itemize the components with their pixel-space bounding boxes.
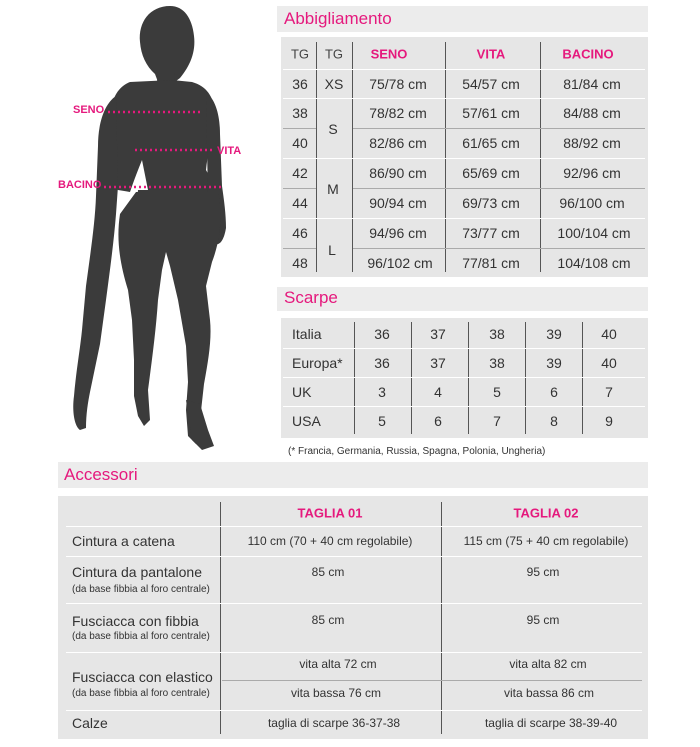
shoe-size-cell: 40	[601, 326, 617, 342]
clothing-row-sep	[353, 188, 645, 189]
bacino-cell: 96/100 cm	[559, 195, 625, 211]
shoes-col-sep	[582, 322, 583, 434]
seno-cell: 94/96 cm	[369, 225, 427, 241]
vita-cell: 65/69 cm	[462, 165, 520, 181]
accessory-size1: vita alta 72 cm	[299, 657, 377, 671]
shoe-size-cell: 6	[434, 413, 442, 429]
accessories-row-sep	[66, 710, 642, 711]
tg-cell: 38	[292, 105, 308, 121]
accessory-note: (da base fibbia al foro centrale)	[72, 688, 210, 699]
shoe-size-cell: 3	[378, 384, 386, 400]
clothing-header-bacino: BACINO	[562, 46, 614, 62]
accessories-col-sep	[220, 502, 221, 734]
tg-cell: 42	[292, 165, 308, 181]
shoe-size-cell: 38	[489, 355, 505, 371]
clothing-col-sep	[540, 42, 541, 272]
shoe-size-cell: 39	[546, 355, 562, 371]
shoes-footnote: (* Francia, Germania, Russia, Spagna, Polonia, Ungheria)	[288, 446, 546, 457]
vita-cell: 57/61 cm	[462, 105, 520, 121]
letter-size-s: S	[328, 121, 338, 137]
shoes-col-sep	[354, 322, 355, 434]
shoe-system-label: UK	[292, 384, 312, 400]
clothing-row-sep	[283, 98, 645, 99]
shoes-title: Scarpe	[284, 288, 338, 307]
clothing-header-seno: SENO	[370, 46, 408, 62]
letter-size-m: M	[327, 181, 339, 197]
clothing-row-sep	[283, 248, 316, 249]
tg-cell: 36	[292, 76, 308, 92]
bacino-cell: 100/104 cm	[557, 225, 631, 241]
seno-cell: 75/78 cm	[369, 76, 427, 92]
bacino-cell: 84/88 cm	[563, 105, 621, 121]
accessories-row-sep	[66, 526, 642, 527]
accessory-size2: vita alta 82 cm	[509, 657, 587, 671]
clothing-row-sep	[283, 128, 316, 129]
shoe-size-cell: 5	[378, 413, 386, 429]
vita-cell: 61/65 cm	[462, 135, 520, 151]
clothing-header-vita: VITA	[476, 46, 506, 62]
accessory-size2: 95 cm	[526, 565, 560, 579]
accessories-title-bar	[58, 462, 648, 488]
clothing-row-sep	[283, 158, 645, 159]
accessory-name: Fusciacca con elastico	[72, 669, 213, 685]
vita-cell: 73/77 cm	[462, 225, 520, 241]
accessory-size1: taglia di scarpe 36-37-38	[267, 716, 401, 730]
shoe-size-cell: 37	[430, 355, 446, 371]
accessories-header-taglia02: TAGLIA 02	[513, 505, 579, 521]
bacino-label: BACINO	[58, 179, 102, 191]
bacino-cell: 92/96 cm	[563, 165, 621, 181]
vita-cell: 69/73 cm	[462, 195, 520, 211]
shoe-size-cell: 4	[434, 384, 442, 400]
seno-cell: 78/82 cm	[369, 105, 427, 121]
seno-cell: 90/94 cm	[369, 195, 427, 211]
clothing-row-sep	[283, 218, 645, 219]
accessories-row-sep	[66, 652, 642, 653]
shoes-col-sep	[411, 322, 412, 434]
clothing-header-tg2: TG	[324, 46, 344, 62]
accessory-size1: 85 cm	[311, 613, 345, 627]
accessories-col-sep	[441, 502, 442, 734]
seno-cell: 96/102 cm	[367, 255, 433, 271]
seno-label: SENO	[73, 104, 105, 116]
accessory-name: Cintura da pantalone	[72, 564, 202, 580]
letter-size-l: L	[328, 242, 336, 258]
accessory-name: Fusciacca con fibbia	[72, 613, 199, 629]
shoe-size-cell: 36	[374, 326, 390, 342]
tg-cell: 40	[292, 135, 308, 151]
shoes-row-sep	[283, 377, 645, 378]
accessory-size1: vita bassa 76 cm	[290, 686, 382, 700]
shoes-col-sep	[525, 322, 526, 434]
accessories-row-sep	[222, 680, 642, 681]
bacino-dots	[104, 185, 222, 189]
bacino-cell: 88/92 cm	[563, 135, 621, 151]
accessory-note: (da base fibbia al foro centrale)	[72, 631, 210, 642]
shoe-size-cell: 37	[430, 326, 446, 342]
accessories-header-taglia01: TAGLIA 01	[297, 505, 363, 521]
shoe-size-cell: 36	[374, 355, 390, 371]
shoes-table	[281, 318, 648, 438]
shoes-row-sep	[283, 406, 645, 407]
bacino-cell: 104/108 cm	[557, 255, 631, 271]
shoe-size-cell: 9	[605, 413, 613, 429]
tg-cell: 44	[292, 195, 308, 211]
clothing-row-sep	[283, 69, 645, 70]
accessories-row-sep	[66, 556, 642, 557]
accessory-name: Calze	[72, 715, 108, 731]
clothing-col-sep	[316, 42, 317, 272]
shoe-system-label: USA	[292, 413, 321, 429]
shoe-size-cell: 7	[605, 384, 613, 400]
clothing-title: Abbigliamento	[284, 9, 392, 28]
accessory-name: Cintura a catena	[72, 533, 175, 549]
clothing-header-tg1: TG	[290, 46, 310, 62]
accessory-size1: 85 cm	[311, 565, 345, 579]
accessories-row-sep	[66, 603, 642, 604]
shoes-row-sep	[283, 348, 645, 349]
vita-cell: 54/57 cm	[462, 76, 520, 92]
clothing-col-sep	[445, 42, 446, 272]
clothing-col-sep	[352, 42, 353, 272]
shoe-size-cell: 7	[493, 413, 501, 429]
shoe-system-label: Europa*	[292, 355, 343, 371]
clothing-row-sep	[283, 188, 316, 189]
accessories-title: Accessori	[64, 465, 138, 484]
clothing-table	[281, 37, 648, 277]
clothing-row-sep	[353, 248, 645, 249]
tg-cell: 48	[292, 255, 308, 271]
accessory-size2: vita bassa 86 cm	[503, 686, 595, 700]
seno-dots	[108, 110, 203, 114]
tg-cell: 46	[292, 225, 308, 241]
accessory-note: (da base fibbia al foro centrale)	[72, 584, 210, 595]
vita-cell: 77/81 cm	[462, 255, 520, 271]
accessory-size1: 110 cm (70 + 40 cm regolabile)	[247, 534, 413, 548]
letter-size-xs: XS	[324, 76, 344, 92]
shoe-size-cell: 5	[493, 384, 501, 400]
shoe-system-label: Italia	[292, 326, 322, 342]
bacino-cell: 81/84 cm	[563, 76, 621, 92]
shoe-size-cell: 40	[601, 355, 617, 371]
vita-dots	[135, 148, 215, 152]
shoe-size-cell: 8	[550, 413, 558, 429]
body-silhouette	[60, 0, 270, 460]
seno-cell: 82/86 cm	[369, 135, 427, 151]
accessory-size2: 115 cm (75 + 40 cm regolabile)	[463, 534, 629, 548]
clothing-row-sep	[353, 128, 645, 129]
shoe-size-cell: 6	[550, 384, 558, 400]
vita-label: VITA	[217, 145, 242, 157]
accessory-size2: 95 cm	[526, 613, 560, 627]
shoe-size-cell: 39	[546, 326, 562, 342]
accessory-size2: taglia di scarpe 38-39-40	[484, 716, 618, 730]
shoe-size-cell: 38	[489, 326, 505, 342]
seno-cell: 86/90 cm	[369, 165, 427, 181]
shoes-col-sep	[468, 322, 469, 434]
